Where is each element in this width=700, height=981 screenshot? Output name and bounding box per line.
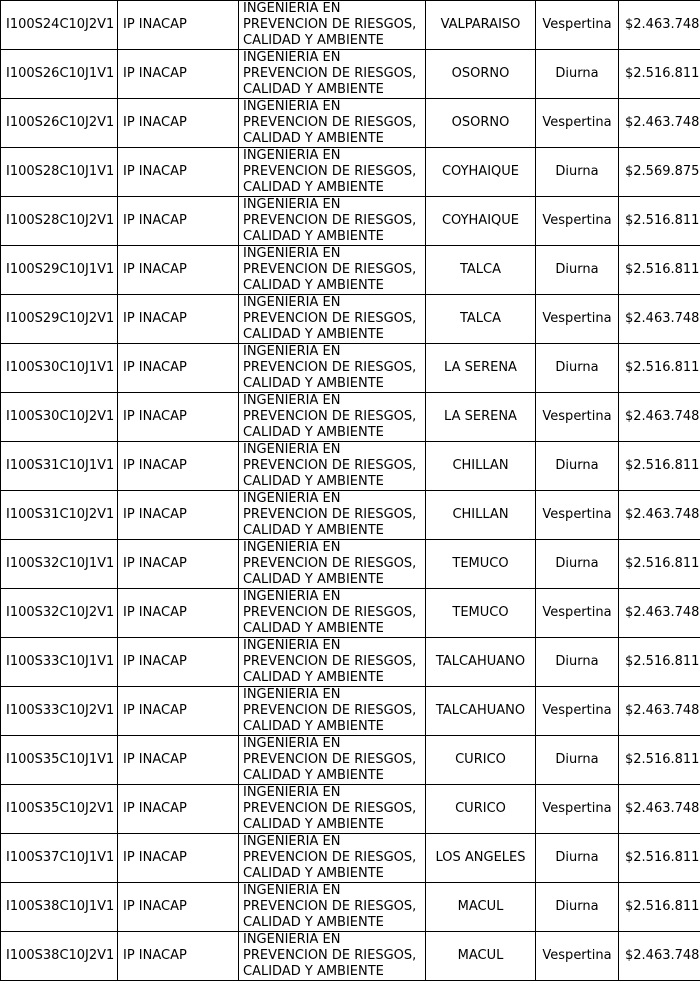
cell-schedule: Vespertina [536, 491, 619, 540]
cell-code: I100S26C10J2V1 [1, 99, 118, 148]
table-row [1, 638, 700, 687]
cell-program: INGENIERIA EN PREVENCION DE RIESGOS, CALIDAD Y AMBIENTE [239, 785, 426, 834]
cell-city: TEMUCO [426, 540, 536, 589]
cell-city: LA SERENA [426, 344, 536, 393]
cell-code: I100S28C10J2V1 [1, 197, 118, 246]
cell-program: INGENIERIA EN PREVENCION DE RIESGOS, CALIDAD Y AMBIENTE [239, 638, 426, 687]
cell-price: $2.463.748 [619, 687, 700, 736]
cell-schedule: Diurna [536, 736, 619, 785]
table-row [1, 442, 700, 491]
cell-schedule: Vespertina [536, 393, 619, 442]
cell-institution: IP INACAP [118, 99, 239, 148]
cell-schedule: Vespertina [536, 785, 619, 834]
cell-program: INGENIERIA EN PREVENCION DE RIESGOS, CALIDAD Y AMBIENTE [239, 736, 426, 785]
cell-city: TALCA [426, 246, 536, 295]
cell-institution: IP INACAP [118, 736, 239, 785]
table-row [1, 99, 700, 148]
cell-institution: IP INACAP [118, 932, 239, 981]
cell-city: CURICO [426, 785, 536, 834]
cell-price: $2.463.748 [619, 491, 700, 540]
cell-institution: IP INACAP [118, 197, 239, 246]
table-row [1, 295, 700, 344]
table-body [1, 1, 700, 981]
cell-code: I100S30C10J1V1 [1, 344, 118, 393]
cell-city: OSORNO [426, 50, 536, 99]
cell-schedule: Diurna [536, 638, 619, 687]
cell-code: I100S29C10J2V1 [1, 295, 118, 344]
cell-institution: IP INACAP [118, 638, 239, 687]
cell-code: I100S30C10J2V1 [1, 393, 118, 442]
cell-institution: IP INACAP [118, 295, 239, 344]
table-row [1, 932, 700, 981]
cell-city: CHILLAN [426, 491, 536, 540]
cell-institution: IP INACAP [118, 1, 239, 50]
table-row [1, 589, 700, 638]
cell-institution: IP INACAP [118, 785, 239, 834]
cell-schedule: Vespertina [536, 1, 619, 50]
cell-code: I100S38C10J2V1 [1, 932, 118, 981]
cell-schedule: Vespertina [536, 197, 619, 246]
table-row [1, 197, 700, 246]
cell-schedule: Vespertina [536, 932, 619, 981]
cell-schedule: Diurna [536, 246, 619, 295]
cell-institution: IP INACAP [118, 393, 239, 442]
cell-city: TALCA [426, 295, 536, 344]
cell-code: I100S26C10J1V1 [1, 50, 118, 99]
table-row [1, 540, 700, 589]
cell-program: INGENIERIA EN PREVENCION DE RIESGOS, CALIDAD Y AMBIENTE [239, 883, 426, 932]
cell-price: $2.516.811 [619, 246, 700, 295]
cell-schedule: Diurna [536, 834, 619, 883]
cell-schedule: Diurna [536, 344, 619, 393]
cell-city: MACUL [426, 883, 536, 932]
table-row [1, 50, 700, 99]
cell-city: LOS ANGELES [426, 834, 536, 883]
cell-program: INGENIERIA EN PREVENCION DE RIESGOS, CALIDAD Y AMBIENTE [239, 344, 426, 393]
cell-program: INGENIERIA EN PREVENCION DE RIESGOS, CALIDAD Y AMBIENTE [239, 197, 426, 246]
cell-city: MACUL [426, 932, 536, 981]
cell-program: INGENIERIA EN PREVENCION DE RIESGOS, CALIDAD Y AMBIENTE [239, 442, 426, 491]
cell-schedule: Diurna [536, 148, 619, 197]
cell-code: I100S33C10J2V1 [1, 687, 118, 736]
table-row [1, 736, 700, 785]
cell-program: INGENIERIA EN PREVENCION DE RIESGOS, CALIDAD Y AMBIENTE [239, 295, 426, 344]
cell-institution: IP INACAP [118, 589, 239, 638]
cell-program: INGENIERIA EN PREVENCION DE RIESGOS, CALIDAD Y AMBIENTE [239, 491, 426, 540]
cell-price: $2.463.748 [619, 589, 700, 638]
table-row [1, 491, 700, 540]
table-row [1, 148, 700, 197]
cell-code: I100S35C10J1V1 [1, 736, 118, 785]
cell-schedule: Diurna [536, 442, 619, 491]
cell-institution: IP INACAP [118, 148, 239, 197]
cell-price: $2.463.748 [619, 932, 700, 981]
cell-price: $2.463.748 [619, 393, 700, 442]
cell-price: $2.516.811 [619, 834, 700, 883]
cell-code: I100S32C10J1V1 [1, 540, 118, 589]
cell-city: OSORNO [426, 99, 536, 148]
cell-price: $2.516.811 [619, 540, 700, 589]
cell-schedule: Diurna [536, 540, 619, 589]
cell-price: $2.463.748 [619, 295, 700, 344]
cell-institution: IP INACAP [118, 883, 239, 932]
table-row [1, 1, 700, 50]
cell-code: I100S33C10J1V1 [1, 638, 118, 687]
cell-price: $2.516.811 [619, 883, 700, 932]
cell-city: TALCAHUANO [426, 687, 536, 736]
cell-code: I100S29C10J1V1 [1, 246, 118, 295]
cell-price: $2.516.811 [619, 638, 700, 687]
cell-institution: IP INACAP [118, 344, 239, 393]
cell-schedule: Diurna [536, 50, 619, 99]
cell-code: I100S24C10J2V1 [1, 1, 118, 50]
cell-code: I100S38C10J1V1 [1, 883, 118, 932]
table-row [1, 883, 700, 932]
cell-price: $2.516.811 [619, 344, 700, 393]
cell-city: LA SERENA [426, 393, 536, 442]
cell-program: INGENIERIA EN PREVENCION DE RIESGOS, CALIDAD Y AMBIENTE [239, 1, 426, 50]
cell-code: I100S31C10J1V1 [1, 442, 118, 491]
cell-city: CHILLAN [426, 442, 536, 491]
cell-program: INGENIERIA EN PREVENCION DE RIESGOS, CALIDAD Y AMBIENTE [239, 50, 426, 99]
cell-city: TALCAHUANO [426, 638, 536, 687]
cell-city: CURICO [426, 736, 536, 785]
table-row [1, 246, 700, 295]
cell-city: COYHAIQUE [426, 197, 536, 246]
cell-code: I100S31C10J2V1 [1, 491, 118, 540]
cell-code: I100S37C10J1V1 [1, 834, 118, 883]
cell-price: $2.463.748 [619, 1, 700, 50]
cell-price: $2.516.811 [619, 50, 700, 99]
cell-program: INGENIERIA EN PREVENCION DE RIESGOS, CALIDAD Y AMBIENTE [239, 834, 426, 883]
cell-institution: IP INACAP [118, 50, 239, 99]
cell-institution: IP INACAP [118, 540, 239, 589]
cell-price: $2.463.748 [619, 785, 700, 834]
cell-price: $2.516.811 [619, 197, 700, 246]
cell-program: INGENIERIA EN PREVENCION DE RIESGOS, CALIDAD Y AMBIENTE [239, 589, 426, 638]
cell-institution: IP INACAP [118, 834, 239, 883]
cell-code: I100S35C10J2V1 [1, 785, 118, 834]
table-row [1, 344, 700, 393]
cell-program: INGENIERIA EN PREVENCION DE RIESGOS, CALIDAD Y AMBIENTE [239, 99, 426, 148]
cell-schedule: Vespertina [536, 295, 619, 344]
cell-code: I100S28C10J1V1 [1, 148, 118, 197]
table-row [1, 785, 700, 834]
cell-program: INGENIERIA EN PREVENCION DE RIESGOS, CALIDAD Y AMBIENTE [239, 540, 426, 589]
cell-city: TEMUCO [426, 589, 536, 638]
table-row [1, 393, 700, 442]
cell-program: INGENIERIA EN PREVENCION DE RIESGOS, CALIDAD Y AMBIENTE [239, 687, 426, 736]
cell-schedule: Vespertina [536, 99, 619, 148]
cell-schedule: Vespertina [536, 687, 619, 736]
cell-price: $2.569.875 [619, 148, 700, 197]
cell-schedule: Vespertina [536, 589, 619, 638]
cell-city: COYHAIQUE [426, 148, 536, 197]
cell-price: $2.463.748 [619, 99, 700, 148]
cell-institution: IP INACAP [118, 687, 239, 736]
cell-code: I100S32C10J2V1 [1, 589, 118, 638]
cell-program: INGENIERIA EN PREVENCION DE RIESGOS, CALIDAD Y AMBIENTE [239, 393, 426, 442]
cell-institution: IP INACAP [118, 491, 239, 540]
cell-price: $2.516.811 [619, 736, 700, 785]
cell-program: INGENIERIA EN PREVENCION DE RIESGOS, CALIDAD Y AMBIENTE [239, 932, 426, 981]
cell-program: INGENIERIA EN PREVENCION DE RIESGOS, CALIDAD Y AMBIENTE [239, 148, 426, 197]
table-row [1, 687, 700, 736]
cell-city: VALPARAISO [426, 1, 536, 50]
table-row [1, 834, 700, 883]
cell-schedule: Diurna [536, 883, 619, 932]
cell-institution: IP INACAP [118, 442, 239, 491]
cell-program: INGENIERIA EN PREVENCION DE RIESGOS, CALIDAD Y AMBIENTE [239, 246, 426, 295]
cell-institution: IP INACAP [118, 246, 239, 295]
cell-price: $2.516.811 [619, 442, 700, 491]
